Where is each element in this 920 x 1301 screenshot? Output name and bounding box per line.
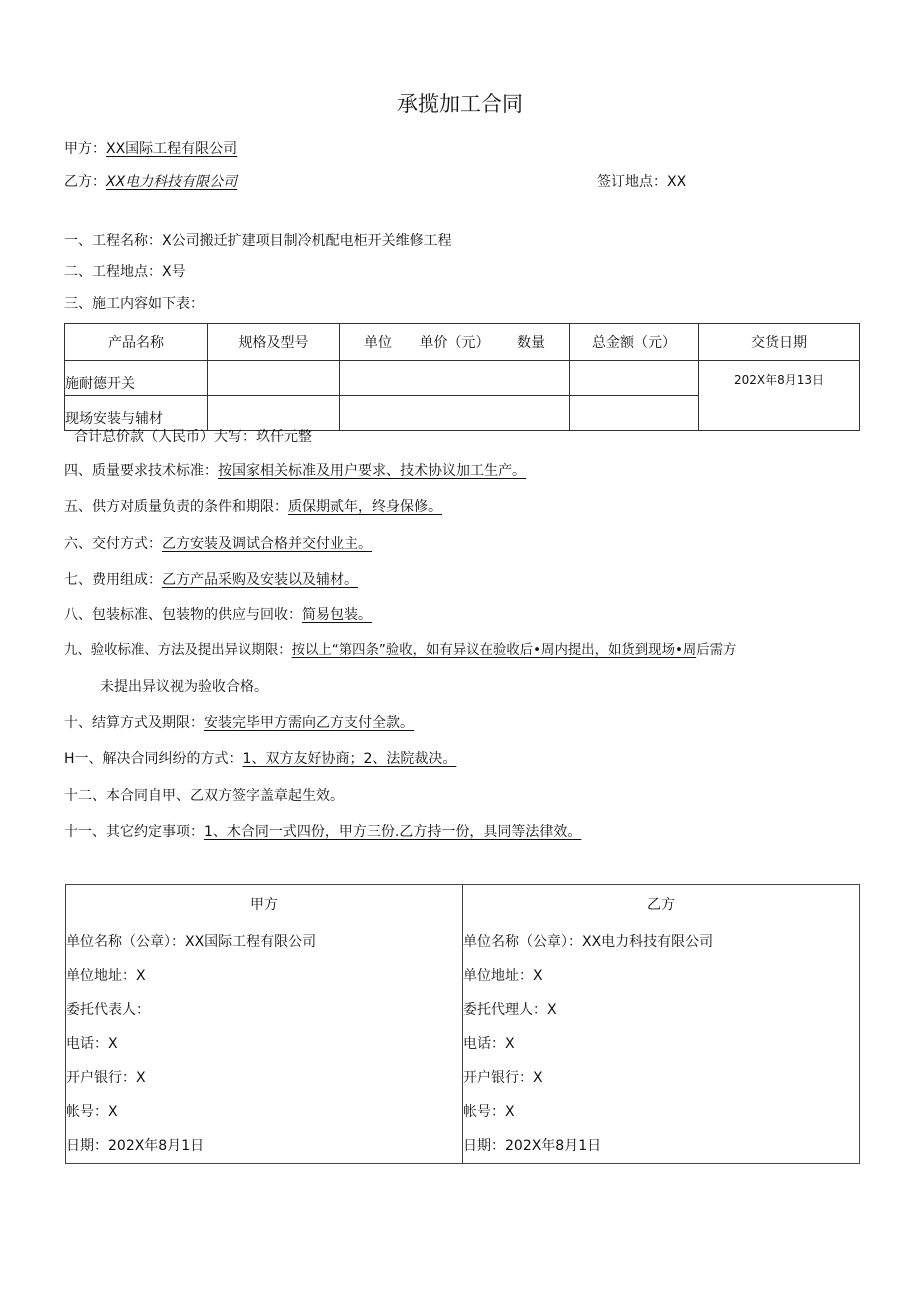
row-1-spec [208,361,340,396]
clause-9 [64,641,736,661]
row-1-product: 施耐德开关 [65,361,208,396]
party-a-date: 日期：202X年8月1日 [66,1138,205,1154]
clause-2 [64,262,186,282]
party-b-account: 帐号：X [463,1104,515,1120]
header-qty: 数量 [517,335,545,351]
header-price: 单价（元） [419,335,490,351]
header-unit: 单位 [364,335,392,351]
clause-10 [64,713,414,733]
party-b-value: XX电力科技有限公司 [106,174,238,190]
row-2-total [570,396,699,431]
clause-5-label: 五、供方对质量负责的条件和期限： [64,499,288,515]
header-total: 总金额（元） [570,324,699,361]
clause-6 [64,534,372,554]
party-b-phone: 电话：X [463,1036,515,1052]
clause-5 [64,497,442,517]
clause-10-value: 安装完毕甲方需向乙方支付全款。 [204,715,414,731]
clause-9-line-2: 未提出异议视为验收合格。 [100,679,268,695]
row-2-unit-price-qty [340,396,570,431]
clause-7-label: 七、费用组成： [64,572,162,588]
row-1-total [570,361,699,396]
clause-13-value: 1、木合同一式四份，甲方三份.乙方持一份，具同等法律效。 [204,824,582,840]
party-a-bank: 开户银行：X [66,1070,146,1086]
sign-place-line [597,172,686,192]
document-title: 承揽加工合同 [397,92,523,116]
clause-1 [64,231,452,251]
row-2-spec [208,396,340,431]
header-spec: 规格及型号 [208,324,340,361]
clause-3: 三、施工内容如下表： [64,296,204,312]
delivery-date: 202X年8月13日 [699,361,860,431]
party-a-value: XX国际工程有限公司 [106,141,238,157]
party-b-date: 日期：202X年8月1日 [463,1138,602,1154]
party-b-representative: 委托代理人：X [463,1002,557,1018]
row-1-unit-price-qty [340,361,570,396]
clause-6-label: 六、交付方式： [64,536,162,552]
clause-5-value: 质保期贰年，终身保修。 [288,499,442,515]
party-b-line [64,172,237,192]
clause-2-value: X号 [162,264,186,280]
party-a-label: 甲方： [64,141,106,157]
clause-1-label: 一、工程名称： [64,233,162,249]
work-content-table [64,323,860,431]
clause-10-label: 十、结算方式及期限： [64,715,204,731]
party-b-address: 单位地址：X [463,968,543,984]
clause-8 [64,605,372,625]
clause-6-value: 乙方安装及调试合格并交付业主。 [162,536,372,552]
clause-11 [64,749,456,769]
clause-4 [64,461,526,481]
sign-place-label: 签订地点： [597,174,667,190]
party-a-representative: 委托代表人： [66,1002,150,1018]
signature-table [65,884,860,1164]
header-unit-price-qty [340,324,570,361]
sign-place-value: XX [667,174,687,190]
clause-11-value: 1、双方友好协商；2、法院裁决。 [242,751,457,767]
party-a-line [64,139,237,159]
clause-4-label: 四、质量要求技术标准： [64,463,218,479]
clause-2-label: 二、工程地点： [64,264,162,280]
clause-13-label: 十一、其它约定事项： [64,824,204,840]
table-row [65,361,860,396]
party-a-heading: 甲方 [250,897,278,913]
clause-13 [64,822,581,842]
party-b-signature-block [463,885,860,1164]
clause-8-value: 简易包装。 [302,607,372,623]
clause-9-tail: 后需方 [696,643,737,658]
clause-4-value: 按国家相关标准及用户要求、技术协议加工生产。 [218,463,526,479]
clause-7-value: 乙方产品采购及安装以及辅材。 [162,572,358,588]
row-2-product: 现场安装与辅材 [65,396,208,431]
clause-8-label: 八、包装标准、包装物的供应与回收： [64,607,302,623]
party-b-label: 乙方： [64,174,106,190]
table-header-row [65,324,860,361]
clause-7 [64,570,358,590]
party-a-signature-block [66,885,463,1164]
clause-1-value: X公司搬迁扩建项目制冷机配电柜开关维修工程 [162,233,452,249]
party-b-company: 单位名称（公章）：XX电力科技有限公司 [463,934,714,950]
clause-11-label: H一、解决合同纠纷的方式： [64,751,243,767]
party-b-bank: 开户银行：X [463,1070,543,1086]
clause-9-label: 九、验收标准、方法及提出异议期限： [64,643,292,658]
total-price-text: 合计总价款（人民币）大写：玖仟元整 [74,429,312,445]
clause-9-value: 按以上“第四条”验收，如有异议在验收后•周内提出，如货到现场•周 [291,643,697,658]
party-a-account: 帐号：X [66,1104,118,1120]
header-product: 产品名称 [65,324,208,361]
clause-12: 十二、本合同自甲、乙双方签字盖章起生效。 [64,788,344,804]
party-b-heading: 乙方 [647,897,675,913]
party-a-company: 单位名称（公章）：XX国际工程有限公司 [66,934,317,950]
party-a-phone: 电话：X [66,1036,118,1052]
header-delivery: 交货日期 [699,324,860,361]
party-a-address: 单位地址：X [66,968,146,984]
